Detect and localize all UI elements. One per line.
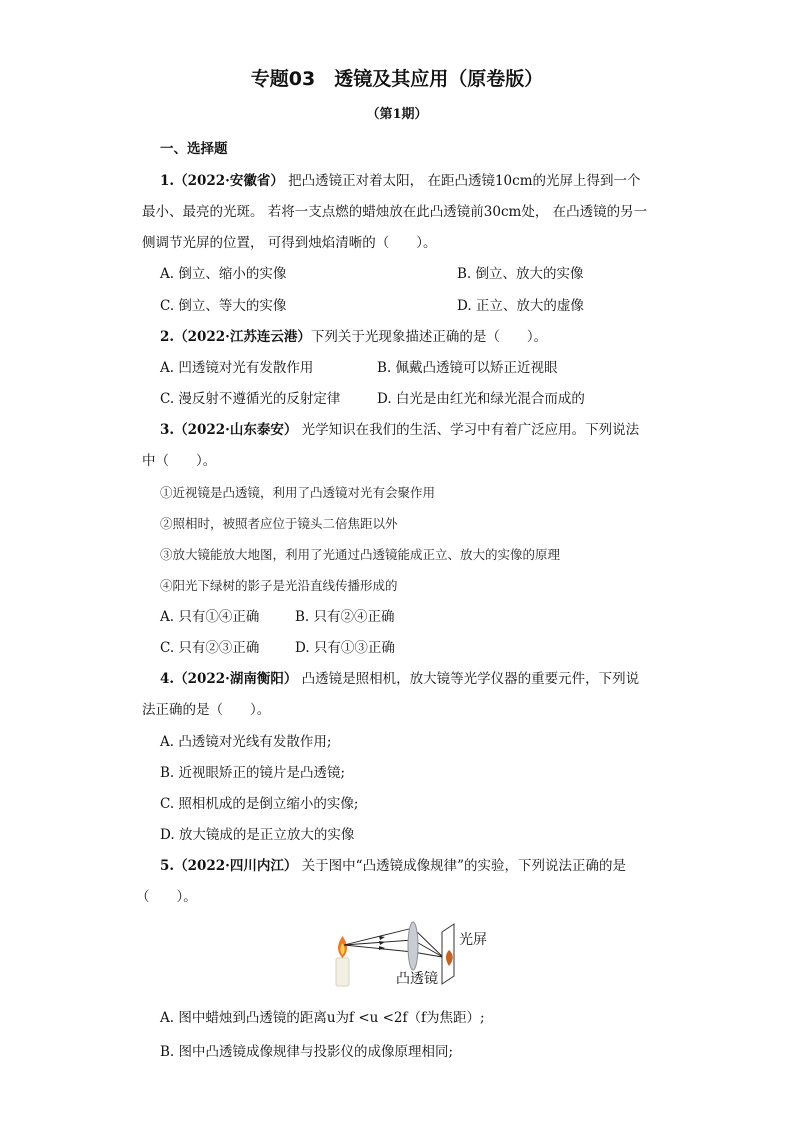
question-3-statement-4: ④阳光下绿树的影子是光沿直线传播形成的 <box>160 578 398 593</box>
question-5-line-2: （ ）。 <box>136 889 197 905</box>
question-2-option-c: C. 漫反射不遵循光的反射定律 <box>160 391 341 407</box>
question-4-option-a: A. 凸透镜对光线有发散作用; <box>160 734 332 750</box>
question-5-source: 5.（2022·四川内江） <box>160 858 298 874</box>
question-2-option-d: D. 白光是由红光和绿光混合而成的 <box>377 391 585 407</box>
question-1-source: 1.（2022·安徽省） <box>160 173 284 189</box>
question-3-option-b: B. 只有②④正确 <box>295 609 395 625</box>
question-3-statement-2: ②照相时，被照者应位于镜头二倍焦距以外 <box>160 516 398 531</box>
convex-lens-icon <box>408 922 418 970</box>
figure-label-lens: 凸透镜 <box>396 971 438 987</box>
question-5-option-b: B. 图中凸透镜成像规律与投影仪的成像原理相同; <box>160 1044 454 1060</box>
question-2-text: 下列关于光现象描述正确的是（ ）。 <box>310 329 548 345</box>
question-2-line-1 <box>160 328 547 346</box>
question-4-source: 4.（2022·湖南衡阳） <box>160 671 298 687</box>
question-3-option-a: A. 只有①④正确 <box>160 609 260 625</box>
question-4-text: 凸透镜是照相机，放大镜等光学仪器的重要元件，下列说 <box>301 671 640 687</box>
question-4-option-b: B. 近视眼矫正的镜片是凸透镜; <box>160 765 346 781</box>
question-4-line-2: 法正确的是（ ）。 <box>142 702 271 718</box>
question-1-line-3: 侧调节光屏的位置， 可得到烛焰清晰的（ ）。 <box>142 235 437 251</box>
question-2-option-a: A. 凹透镜对光有发散作用 <box>160 360 314 376</box>
question-1-option-d: D. 正立、放大的虚像 <box>457 298 584 314</box>
candle-icon <box>336 958 349 986</box>
light-ray <box>344 945 413 952</box>
question-3-statement-1: ①近视镜是凸透镜，利用了凸透镜对光有会聚作用 <box>160 485 436 500</box>
question-1-option-a: A. 倒立、缩小的实像 <box>160 266 287 282</box>
question-1-text: 把凸透镜正对着太阳， 在距凸透镜10cm的光屏上得到一个 <box>288 173 641 189</box>
question-4-option-d: D. 放大镜成的是正立放大的实像 <box>160 827 355 843</box>
question-2-option-b: B. 佩戴凸透镜可以矫正近视眼 <box>377 360 558 376</box>
figure-label-screen: 光屏 <box>459 932 487 948</box>
question-1-line-2: 最小、最亮的光斑。 若将一支点燃的蜡烛放在此凸透镜前30cm处， 在凸透镜的另一 <box>142 204 648 220</box>
question-3-line-1 <box>160 421 639 439</box>
issue-label: （第1期） <box>366 107 428 122</box>
question-3-line-2: 中（ ）。 <box>142 453 217 469</box>
question-1-option-c: C. 倒立、等大的实像 <box>160 298 287 314</box>
question-4-option-c: C. 照相机成的是倒立缩小的实像; <box>160 796 359 812</box>
question-1-option-b: B. 倒立、放大的实像 <box>457 266 584 282</box>
question-3-source: 3.（2022·山东泰安） <box>160 422 298 438</box>
section-heading: 一、选择题 <box>160 141 228 157</box>
page-title: 专题03 透镜及其应用（原卷版） <box>250 68 544 90</box>
question-3-option-d: D. 只有①③正确 <box>295 640 395 656</box>
question-3-statement-3: ③放大镜能放大地图，利用了光通过凸透镜能成正立、放大的实像的原理 <box>160 547 561 562</box>
question-5-text: 关于图中“凸透镜成像规律”的实验，下列说法正确的是 <box>301 858 626 874</box>
question-3-option-c: C. 只有②③正确 <box>160 640 260 656</box>
question-2-source: 2.（2022·江苏连云港） <box>160 329 311 345</box>
question-4-line-1 <box>160 670 639 688</box>
question-5-option-a: A. 图中蜡烛到凸透镜的距离u为f <u <2f（f为焦距）; <box>160 1010 485 1026</box>
question-1-line-1 <box>160 172 641 190</box>
question-3-text: 光学知识在我们的生活、学习中有着广泛应用。下列说法 <box>301 422 640 438</box>
question-5-line-1 <box>160 857 626 875</box>
